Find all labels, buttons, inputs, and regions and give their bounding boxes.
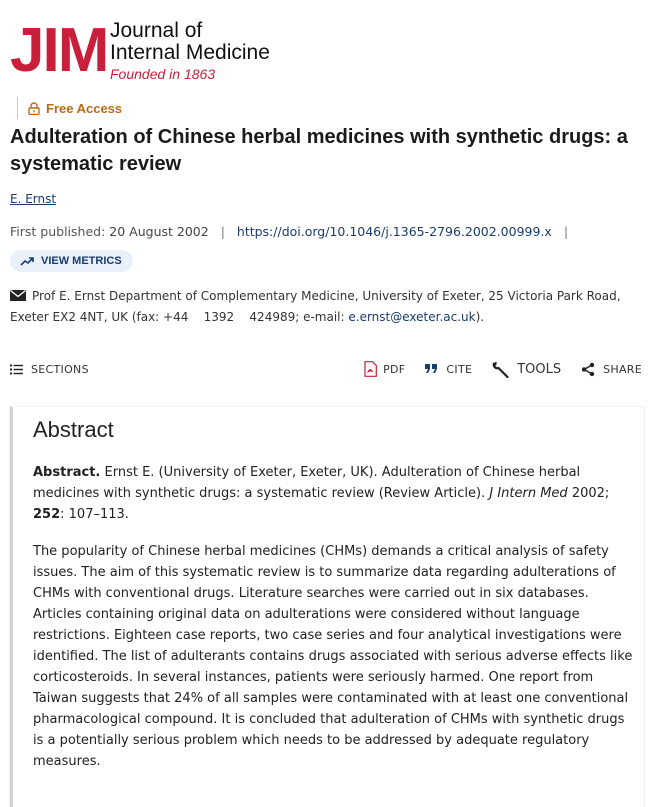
- doi-link[interactable]: https://doi.org/10.1046/j.1365-2796.2002.00999.x: [236, 224, 552, 239]
- pdf-icon: [364, 361, 377, 377]
- lock-icon: [28, 102, 40, 115]
- affiliation-text: Prof E. Ernst Department of Complementary Medicine, University of Exeter, 25 Victoria Park Road, Exeter EX2 4NT, UK (fax: +44 1392 424989; e-mail:: [10, 289, 621, 324]
- pdf-label: PDF: [383, 362, 406, 376]
- wrench-icon: [492, 361, 509, 378]
- envelope-icon: [10, 290, 26, 301]
- author-affiliation: [10, 286, 650, 328]
- access-label: Free Access: [46, 100, 123, 116]
- journal-name[interactable]: [110, 20, 270, 82]
- share-icon: [581, 362, 595, 377]
- cite-label: CITE: [446, 362, 473, 376]
- abstract-body: The popularity of Chinese herbal medicines (CHMs) demands a critical analysis of safety issues. The aim of this systematic review is to summarize data regarding adulterations of CHMs with conventional drugs. Literature searches were carried out in six databases. Articles containing original data on adulterations were considered without language restrictions. Eighteen case reports, two case series and four analytical investigations were identified. The list of adulterants contains drugs associated with serious adverse effects like corticosteroids. In several instances, patients were seriously harmed. One report from Taiwan suggests that 24% of all samples were contaminated with at least one conventional pharmacological compound. It is concluded that adulteration of CHMs with synthetic drugs is a potentially serious problem which needs to be addressed by adequate regulatory measures.: [33, 544, 633, 769]
- published-date: 20 August 2002: [109, 224, 209, 239]
- article-title: Adulteration of Chinese herbal medicines with synthetic drugs: a systematic review: [10, 126, 628, 175]
- abstract-lead-text: Ernst E. (University of Exeter, Exeter, UK). Adulteration of Chinese herbal medicines with synthetic drugs: a systematic review (Review Article).: [33, 465, 581, 501]
- email-link[interactable]: e.ernst@exeter.ac.uk: [348, 310, 476, 324]
- citation-pages: : 107–113.: [60, 507, 129, 522]
- journal-name-line1: Journal of: [110, 19, 203, 42]
- list-icon: [10, 364, 23, 375]
- journal-header[interactable]: [10, 18, 430, 88]
- article-toolbar: [10, 358, 642, 380]
- published-label: First published:: [10, 224, 106, 239]
- cite-button[interactable]: [425, 363, 472, 376]
- trending-up-icon: [20, 256, 34, 266]
- separator: |: [563, 224, 569, 239]
- journal-name-line2: Internal Medicine: [110, 41, 270, 64]
- sections-button[interactable]: [10, 358, 89, 380]
- affiliation-end: ).: [475, 310, 485, 324]
- share-button[interactable]: [581, 362, 642, 377]
- abstract-citation: [33, 462, 633, 525]
- journal-abbreviation: J Intern Med: [489, 486, 568, 501]
- abstract-lead-bold: Abstract.: [33, 465, 101, 480]
- quote-icon: [425, 364, 438, 374]
- abstract-heading: Abstract: [33, 417, 114, 442]
- tools-button[interactable]: [492, 361, 561, 378]
- journal-founded: Founded in 1863: [110, 66, 216, 82]
- author-link[interactable]: E. Ernst: [10, 192, 57, 206]
- share-label: SHARE: [603, 362, 642, 376]
- separator: |: [220, 224, 225, 239]
- journal-logo-mark[interactable]: JIM: [10, 16, 108, 85]
- access-badge: [17, 97, 122, 119]
- publication-info: [10, 224, 576, 239]
- citation-volume: 252: [33, 507, 61, 522]
- citation-year: 2002;: [567, 486, 610, 501]
- sections-label: SECTIONS: [31, 362, 89, 376]
- pdf-button[interactable]: [364, 361, 405, 377]
- view-metrics-label: VIEW METRICS: [41, 255, 122, 267]
- view-metrics-button[interactable]: [10, 250, 133, 272]
- abstract-section: [10, 407, 644, 807]
- tools-label: TOOLS: [517, 361, 562, 377]
